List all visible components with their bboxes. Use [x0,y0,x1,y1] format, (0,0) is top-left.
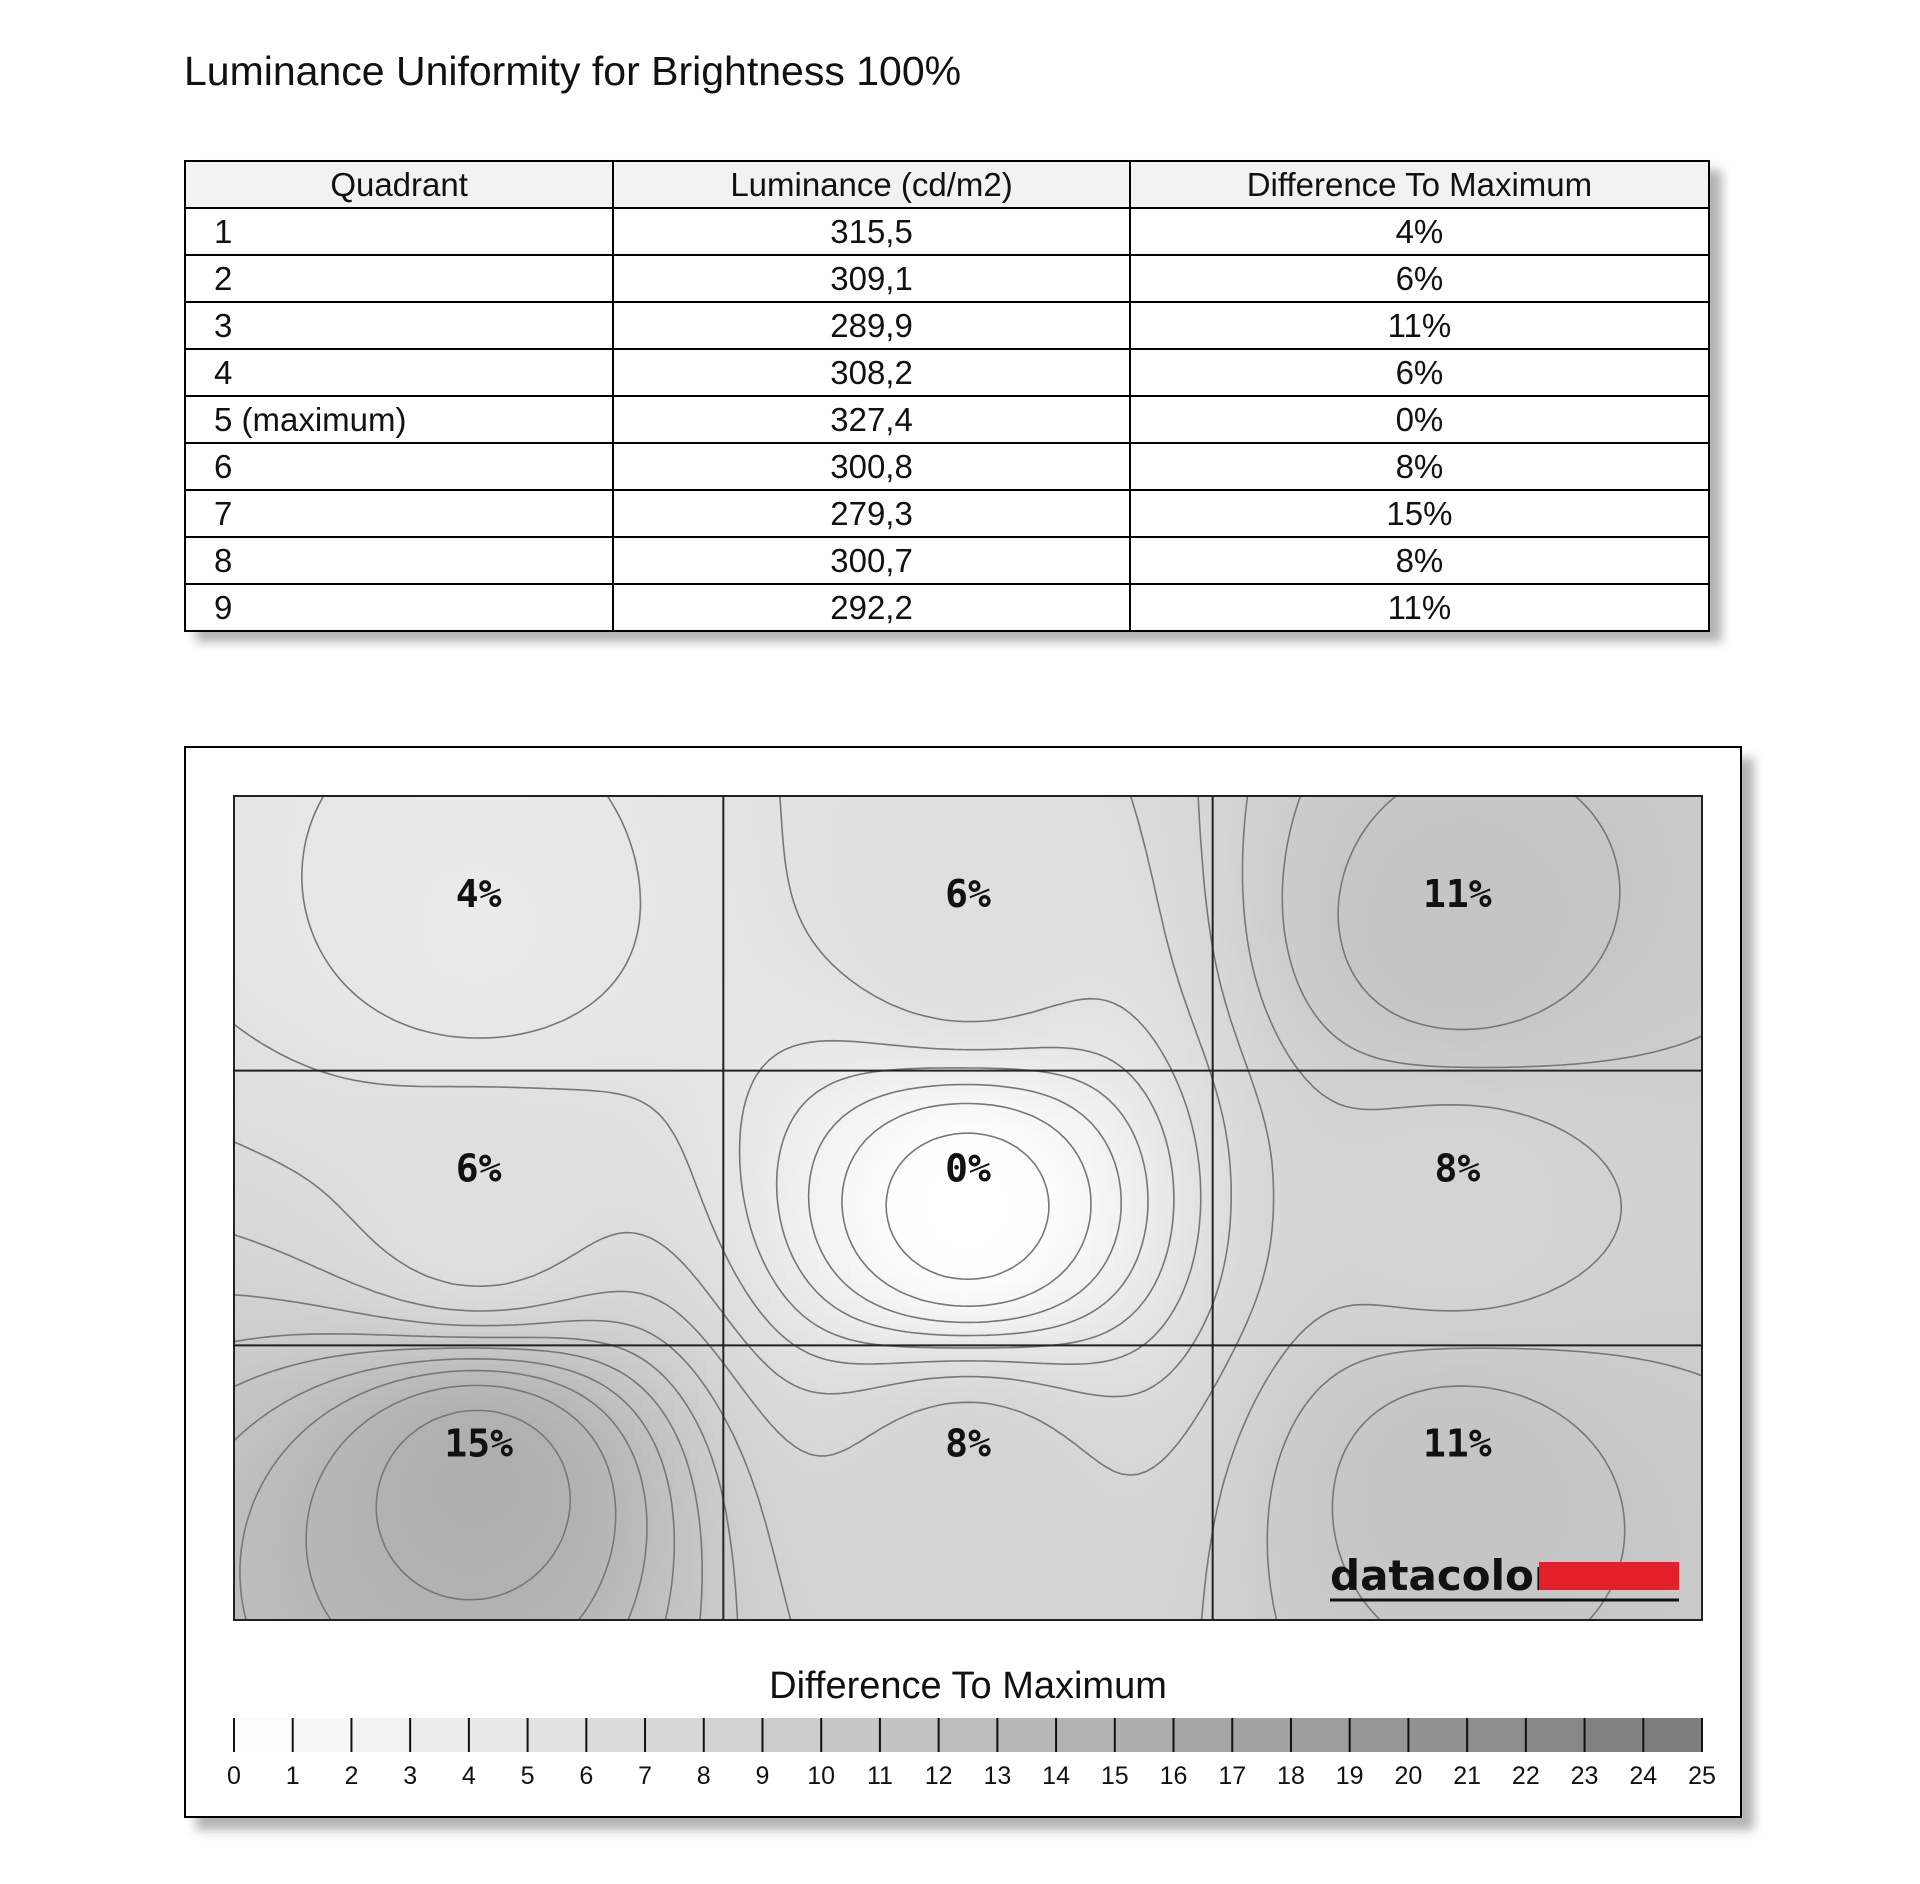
luminance-cell: 315,5 [613,208,1130,255]
colorbar-title: Difference To Maximum [769,1665,1167,1707]
colorbar-tick-label: 12 [924,1762,953,1790]
colorbar-tick-label: 25 [1688,1762,1716,1790]
luminance-cell: 308,2 [613,349,1130,396]
colorbar-tick-label: 8 [696,1762,711,1790]
page-title: Luminance Uniformity for Brightness 100% [184,48,962,94]
difference-cell: 0% [1130,396,1709,443]
difference-cell: 15% [1130,490,1709,537]
difference-cell: 4% [1130,208,1709,255]
colorbar-tick-label: 5 [520,1762,535,1790]
quadrant-cell: 7 [185,490,613,537]
colorbar-segment [939,1718,998,1752]
colorbar-tick-label: 2 [344,1762,359,1790]
column-header-difference: Difference To Maximum [1130,161,1709,208]
heatmap-fill [234,796,1707,1621]
table-row [185,208,1709,255]
uniformity-chart-panel [184,746,1742,1818]
table-row [185,490,1709,537]
luminance-cell: 292,2 [613,584,1130,631]
colorbar-segment [1467,1718,1526,1752]
colorbar-tick-label: 0 [227,1762,241,1790]
colorbar-segment [1056,1718,1115,1752]
table-row [185,349,1709,396]
table-header-row [185,161,1709,208]
cell-label: 6% [455,1146,502,1191]
datacolor-logo: datacolor [1330,1551,1555,1600]
colorbar-tick-label: 10 [807,1762,836,1790]
colorbar-segment [1232,1718,1291,1752]
colorbar-segment [1291,1718,1350,1752]
colorbar-segment [410,1718,469,1752]
uniformity-heatmap [186,748,1740,1816]
cell-label: 11% [1423,1421,1492,1466]
colorbar-tick-label: 1 [285,1762,300,1790]
colorbar-tick-label: 3 [403,1762,418,1790]
column-header-quadrant: Quadrant [185,161,613,208]
colorbar-tick-label: 6 [579,1762,594,1790]
quadrant-cell: 3 [185,302,613,349]
colorbar-tick-label: 16 [1159,1762,1188,1790]
colorbar-tick-label: 13 [983,1762,1012,1790]
colorbar-segment [645,1718,704,1752]
luminance-cell: 309,1 [613,255,1130,302]
luminance-cell: 279,3 [613,490,1130,537]
colorbar-tick-label: 22 [1511,1762,1540,1790]
cell-label: 6% [945,872,991,916]
column-header-luminance: Luminance (cd/m2) [613,161,1130,208]
colorbar-segment [528,1718,587,1752]
colorbar-segment [586,1718,645,1752]
colorbar-segment [234,1718,293,1752]
colorbar-tick-label: 23 [1570,1762,1599,1790]
cell-label: 15% [444,1421,513,1466]
colorbar-segment [762,1718,821,1752]
luminance-table-container [184,160,1710,632]
colorbar-tick-label: 24 [1629,1762,1658,1790]
quadrant-cell: 8 [185,537,613,584]
colorbar-segment [1350,1718,1409,1752]
cell-label: 11% [1423,872,1492,916]
cell-label: 8% [1434,1146,1481,1191]
colorbar-tick-label: 11 [866,1762,893,1790]
colorbar-tick-label: 19 [1335,1762,1364,1790]
difference-cell: 8% [1130,443,1709,490]
colorbar-segment [1115,1718,1174,1752]
luminance-cell: 327,4 [613,396,1130,443]
colorbar-tick-label: 9 [755,1762,770,1790]
table-row [185,396,1709,443]
colorbar-segment [469,1718,528,1752]
luminance-table [184,160,1710,632]
difference-cell: 11% [1130,584,1709,631]
luminance-cell: 289,9 [613,302,1130,349]
colorbar-tick-label: 17 [1218,1762,1247,1790]
colorbar-segment [293,1718,352,1752]
difference-cell: 11% [1130,302,1709,349]
luminance-cell: 300,7 [613,537,1130,584]
colorbar-segment [1643,1718,1702,1752]
table-row [185,255,1709,302]
table-row [185,584,1709,631]
colorbar-segment [1585,1718,1644,1752]
colorbar-segment [351,1718,410,1752]
colorbar-tick-label: 4 [461,1762,476,1790]
quadrant-cell: 1 [185,208,613,255]
table-row [185,302,1709,349]
colorbar-segment [997,1718,1056,1752]
colorbar-segment [821,1718,880,1752]
colorbar-tick-label: 7 [638,1762,652,1790]
difference-cell: 8% [1130,537,1709,584]
cell-label: 0% [945,1146,991,1191]
quadrant-cell: 6 [185,443,613,490]
quadrant-cell: 4 [185,349,613,396]
quadrant-cell: 9 [185,584,613,631]
colorbar-segment [880,1718,939,1752]
colorbar-tick-label: 14 [1042,1762,1070,1790]
quadrant-cell: 5 (maximum) [185,396,613,443]
colorbar-tick-label: 18 [1277,1762,1305,1790]
table-row [185,443,1709,490]
colorbar-tick-label: 20 [1394,1762,1423,1790]
logo-accent-bar [1539,1562,1679,1590]
cell-label: 4% [455,872,502,916]
colorbar-segment [1174,1718,1233,1752]
colorbar-segment [1408,1718,1467,1752]
quadrant-cell: 2 [185,255,613,302]
colorbar-segment [1526,1718,1585,1752]
luminance-cell: 300,8 [613,443,1130,490]
difference-cell: 6% [1130,349,1709,396]
cell-label: 8% [945,1421,991,1466]
colorbar-tick-label: 15 [1100,1762,1129,1790]
colorbar-segment [704,1718,763,1752]
table-row [185,537,1709,584]
difference-cell: 6% [1130,255,1709,302]
colorbar-tick-label: 21 [1453,1762,1482,1790]
